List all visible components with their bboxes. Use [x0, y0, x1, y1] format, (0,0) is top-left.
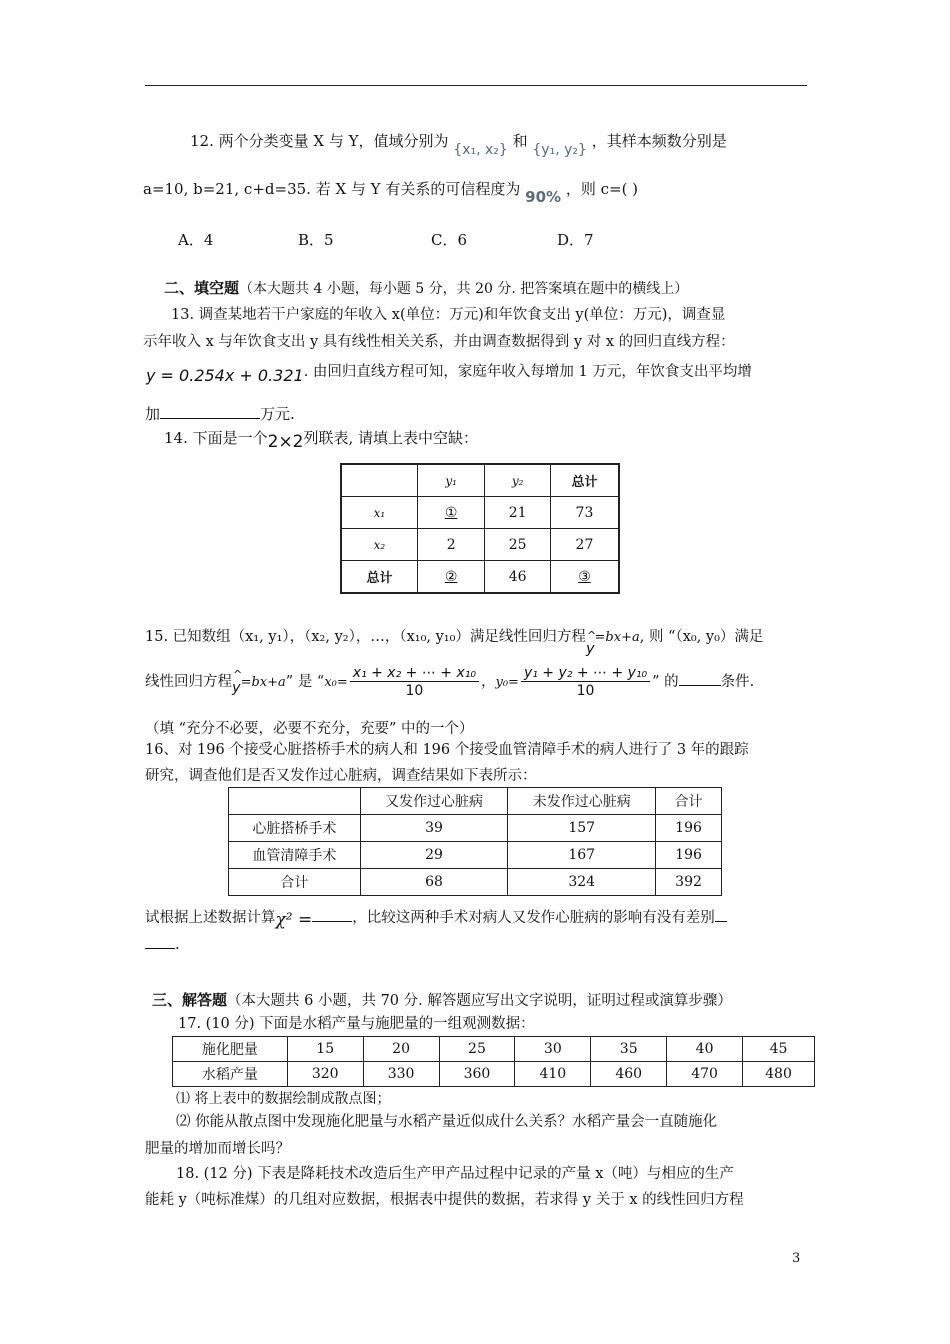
q16-period: .: [175, 935, 180, 953]
table-cell: 196: [656, 842, 722, 869]
q15-hat-y: ^ y: [586, 641, 595, 657]
q12-set-x: {x₁, x₂}: [453, 142, 508, 158]
q16-answer-blank[interactable]: [145, 934, 175, 949]
table-header-cell: y₁: [417, 464, 484, 497]
table-cell: 25: [485, 529, 551, 561]
q16-line2: 研究，调查他们是否又发作过心脏病，调查结果如下表所示：: [145, 768, 537, 784]
table-cell: 46: [485, 561, 551, 594]
table-row-header: 心脏搭桥手术: [229, 815, 361, 842]
q15-note: （填 “充分不必要，必要不充分，充要” 中的一个）: [145, 721, 474, 737]
table-cell: 21: [485, 497, 551, 529]
table-cell: 73: [550, 497, 619, 529]
q15-mid: ” 是 “: [285, 674, 325, 690]
q12-option-b: B．5: [298, 231, 334, 249]
table-row-header: x₁: [341, 497, 417, 529]
q15-reg: =bx+a: [594, 630, 640, 645]
q16-line1: 16、对 196 个接受心脏搭桥手术的病人和 196 个接受血管清障手术的病人进行了 3 年的跟踪: [145, 742, 749, 758]
q15-line1: [145, 625, 764, 657]
table-cell: 29: [360, 842, 508, 869]
table-header-cell: 未发作过心脏病: [508, 788, 656, 815]
q15-line2-text: 线性回归方程: [145, 674, 232, 690]
q13-blank[interactable]: [160, 404, 260, 419]
table-row: [229, 842, 722, 869]
section3-title: 三、解答题: [152, 991, 228, 1009]
table-row-header: 施化肥量: [173, 1037, 288, 1062]
table-header-cell: 合计: [656, 788, 722, 815]
q17-sub2: ⑵ 你能从散点图中发现施化肥量与水稻产量近似成什么关系？水稻产量会一直随施化: [176, 1114, 718, 1130]
q15-y-numerator: y₁ + y₂ + ⋯ + y₁₀: [521, 665, 650, 682]
table-cell: 45: [743, 1037, 815, 1062]
table-cell: 330: [363, 1062, 439, 1087]
q15-end: 条件.: [720, 674, 755, 690]
q15-line2: [145, 665, 754, 699]
q16-after-text: 试根据上述数据计算: [145, 910, 276, 926]
q15-suffix: , 则 “（x₀, y₀）满足: [639, 629, 764, 645]
table-cell: 320: [287, 1062, 363, 1087]
q12-text: 12. 两个分类变量 X 与 Y，值域分别为: [190, 132, 449, 150]
table-cell: 410: [515, 1062, 591, 1087]
q16-chi-square: χ² =: [275, 910, 313, 930]
q12-line2: [143, 178, 639, 206]
table-row-header: 合计: [229, 869, 361, 896]
table-cell: 68: [360, 869, 508, 896]
q13-line3: [146, 360, 752, 385]
table-row-header: x₂: [341, 529, 417, 561]
q17-title: 17. (10 分) 下面是水稻产量与施肥量的一组观测数据：: [178, 1016, 535, 1032]
q12-suffix: ，其样本频数分别是: [591, 132, 727, 150]
table-row: [341, 497, 619, 529]
q14-text: 14. 下面是一个: [164, 429, 268, 447]
q15-hat-y-2: ^ y: [232, 680, 241, 696]
q16-after: [145, 906, 727, 930]
table-cell: 2: [417, 529, 484, 561]
q15-text: 15. 已知数组（x₁, y₁），（x₂, y₂），…，（x₁₀, y₁₀）满足线性回归方程: [145, 629, 586, 645]
table-header-cell: y₂: [485, 464, 551, 497]
q12-line2-text: a=10, b=21, c+d=35. 若 X 与 Y 有关系的可信程度为: [143, 180, 521, 198]
table-row: [341, 529, 619, 561]
q16-answer-blank-start[interactable]: [715, 907, 727, 922]
page-number: 3: [792, 1251, 801, 1266]
table-cell: 30: [515, 1037, 591, 1062]
table-row: [341, 561, 619, 594]
q17-sub1: ⑴ 将上表中的数据绘制成散点图；: [176, 1091, 391, 1107]
table-cell: 39: [360, 815, 508, 842]
q13-line2: 示年收入 x 与年饮食支出 y 具有线性相关关系，并由调查数据得到 y 对 x 的回归直线方程：: [143, 334, 735, 350]
q16-line-end: [145, 934, 180, 953]
table-cell: 460: [591, 1062, 667, 1087]
q14-table: [340, 463, 620, 594]
table-cell: 25: [439, 1037, 515, 1062]
q13-line3-text: . 由回归直线方程可知，家庭年收入每增加 1 万元，年饮食支出平均增: [303, 364, 752, 380]
q15-reg-2: =bx+a: [240, 675, 286, 690]
q12-option-c: C．6: [431, 231, 468, 249]
q18-line2: 能耗 y（吨标准煤）的几组对应数据，根据表中提供的数据，若求得 y 关于 x 的线性回归方程: [145, 1192, 744, 1208]
table-row: [229, 869, 722, 896]
section3-desc: （本大题共 6 小题，共 70 分. 解答题应写出文字说明，证明过程或演算步骤）: [227, 993, 732, 1009]
q16-chi-blank[interactable]: [312, 907, 352, 922]
q15-y-fraction: [521, 665, 650, 699]
table-blank-cell[interactable]: ③: [550, 561, 619, 594]
table-blank-cell[interactable]: ②: [417, 561, 484, 594]
table-header-cell: 又发作过心脏病: [360, 788, 508, 815]
header-rule: [145, 85, 807, 86]
section2-title: 二、填空题: [164, 279, 240, 297]
q15-y-denominator: 10: [576, 683, 595, 699]
table-cell: [341, 464, 417, 497]
table-cell: 157: [508, 815, 656, 842]
table-cell: 324: [508, 869, 656, 896]
table-cell: 196: [656, 815, 722, 842]
q12-line2-suffix: ，则 c=( ): [565, 180, 639, 198]
table-row: [341, 464, 619, 497]
table-cell: 480: [743, 1062, 815, 1087]
table-cell: 392: [656, 869, 722, 896]
q16-table: [228, 787, 722, 896]
q13-jia: 加: [145, 405, 161, 423]
table-cell: 27: [550, 529, 619, 561]
table-cell: 40: [667, 1037, 743, 1062]
q12-set-y: {y₁, y₂}: [532, 142, 587, 158]
table-cell: 20: [363, 1037, 439, 1062]
table-row-header: 总计: [341, 561, 417, 594]
q12-option-a: A．4: [178, 231, 214, 249]
q17-sub2b: 肥量的增加而增长吗？: [145, 1141, 290, 1157]
section2-desc: （本大题共 4 小题，每小题 5 分，共 20 分. 把答案填在题中的横线上）: [239, 281, 689, 297]
q16-after-mid: ，比较这两种手术对病人又发作心脏病的影响有没有差别: [352, 910, 715, 926]
q13-line4: [145, 403, 295, 424]
q15-x-fraction: [350, 665, 479, 699]
table-row: [229, 788, 722, 815]
table-cell: 360: [439, 1062, 515, 1087]
table-row-header: 水稻产量: [173, 1062, 288, 1087]
q15-comma: ，: [480, 674, 496, 690]
table-cell: 15: [287, 1037, 363, 1062]
section2-heading: [164, 277, 688, 298]
q13-equation: y = 0.254x + 0.321: [146, 366, 304, 385]
q14-matrix: 2×2: [267, 432, 304, 452]
q12-option-d: D．7: [557, 231, 594, 249]
section3-heading: [152, 989, 732, 1010]
q13-line1: 13. 调查某地若干户家庭的年收入 x(单位：万元)和年饮食支出 y(单位：万元)，调查显: [171, 307, 726, 323]
q15-blank[interactable]: [679, 671, 721, 686]
table-cell: 470: [667, 1062, 743, 1087]
q17-table: [172, 1036, 815, 1087]
q14-prompt: [164, 427, 479, 452]
table-cell: [229, 788, 361, 815]
table-row-header: 血管清障手术: [229, 842, 361, 869]
q18-line1: 18. (12 分) 下表是降耗技术改造后生产甲产品过程中记录的产量 x（吨）与相应的生产: [176, 1166, 734, 1182]
table-cell: 167: [508, 842, 656, 869]
q15-x-denominator: 10: [405, 683, 424, 699]
q12-and: 和: [512, 132, 528, 150]
table-blank-cell[interactable]: ①: [417, 497, 484, 529]
q15-y0: y₀=: [495, 675, 519, 690]
table-cell: 35: [591, 1037, 667, 1062]
q15-suffix2: ” 的: [652, 674, 679, 690]
table-row: [229, 815, 722, 842]
q15-x-numerator: x₁ + x₂ + ⋯ + x₁₀: [350, 665, 479, 682]
table-row: [173, 1062, 815, 1087]
q15-x0: x₀=: [324, 675, 348, 690]
table-row: [173, 1037, 815, 1062]
q12-line1: [190, 130, 727, 158]
q13-unit: 万元.: [260, 405, 295, 423]
table-header-cell: 总计: [550, 464, 619, 497]
q12-confidence: 90%: [525, 188, 562, 206]
q14-suffix: 列联表, 请填上表中空缺：: [303, 429, 479, 447]
